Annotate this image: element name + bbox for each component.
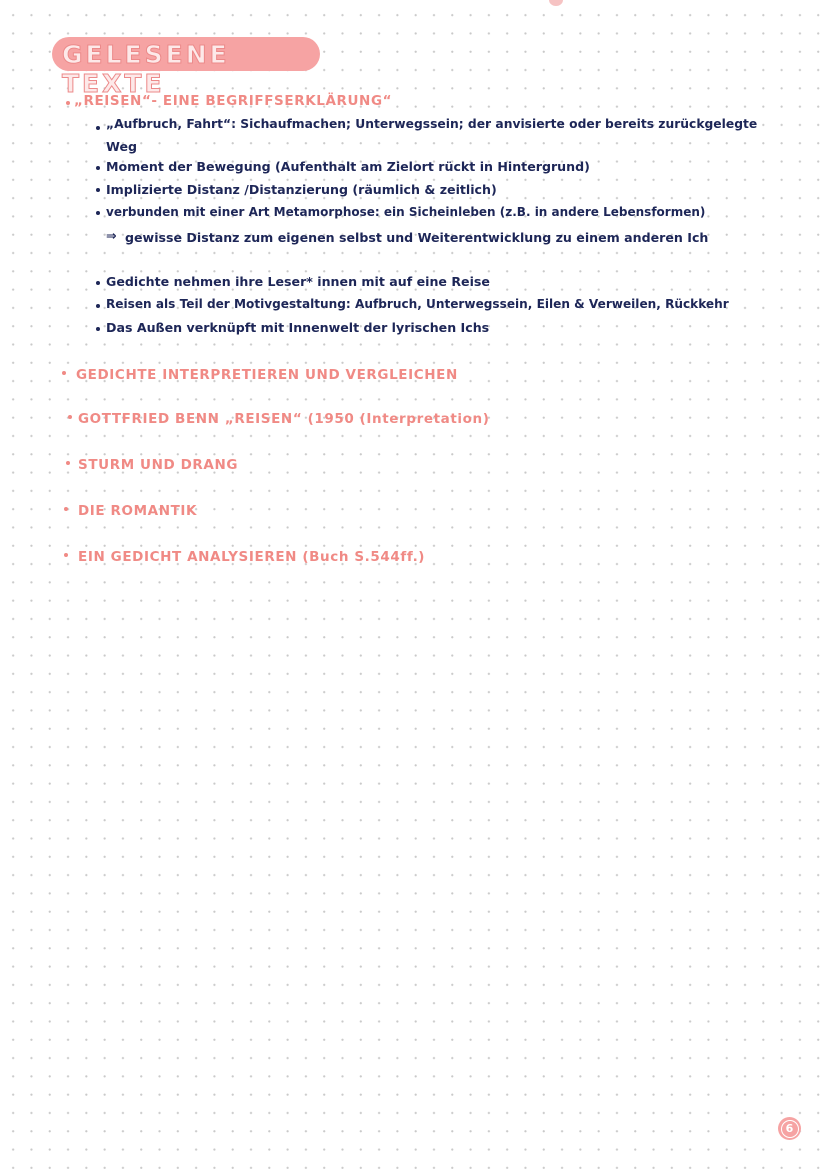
bullet-dot (96, 126, 100, 130)
arrow-icon: ⇒ (106, 228, 117, 243)
section-heading: GEDICHTE INTERPRETIEREN UND VERGLEICHEN (76, 367, 458, 383)
list-item: Moment der Bewegung (Aufenthalt am Zielort rückt in Hintergrund) (106, 159, 590, 174)
list-item: Das Außen verknüpft mit Innenwelt der lyrischen Ichs (106, 320, 490, 335)
bullet-dot (62, 371, 66, 375)
list-item-continuation: Weg (106, 139, 137, 154)
page-title: GELESENE TEXTE (62, 40, 230, 98)
bullet-dot (96, 166, 100, 170)
list-item: Gedichte nehmen ihre Leser* innen mit auf eine Reise (106, 274, 490, 289)
bullet-dot (96, 304, 100, 308)
section-heading: STURM UND DRANG (78, 457, 239, 473)
section-heading: EIN GEDICHT ANALYSIEREN (Buch S.544ff.) (78, 549, 426, 565)
bullet-dot (68, 415, 72, 419)
bullet-dot (66, 101, 70, 105)
page-number-badge (778, 1117, 801, 1140)
bullet-dot (96, 281, 100, 285)
bullet-dot (96, 188, 100, 192)
bullet-dot (96, 327, 100, 331)
bullet-dot (66, 461, 70, 465)
bullet-dot (64, 553, 68, 557)
list-item: Implizierte Distanz /Distanzierung (räumlich & zeitlich) (106, 182, 497, 197)
list-item: „Aufbruch, Fahrt“: Sichaufmachen; Unterwegssein; der anvisierte oder bereits zurückgelegte (106, 117, 758, 131)
list-item: verbunden mit einer Art Metamorphose: ein Sicheinleben (z.B. in andere Lebensformen) (106, 205, 706, 219)
section-heading: GOTTFRIED BENN „REISEN“ (1950 (Interpretation) (78, 411, 490, 427)
section-heading-reisen: „REISEN“- EINE BEGRIFFSERKLÄRUNG“ (74, 93, 393, 109)
page-number: 6 (781, 1120, 799, 1138)
title-highlight (52, 37, 320, 98)
bullet-dot (96, 211, 100, 215)
decorative-blob (549, 0, 563, 6)
bullet-dot (64, 507, 68, 511)
list-item-conclusion: gewisse Distanz zum eigenen selbst und Weiterentwicklung zu einem anderen Ich (125, 230, 709, 245)
section-heading: DIE ROMANTIK (78, 503, 198, 519)
list-item: Reisen als Teil der Motivgestaltung: Aufbruch, Unterwegssein, Eilen & Verweilen, Rückkehr (106, 297, 729, 311)
